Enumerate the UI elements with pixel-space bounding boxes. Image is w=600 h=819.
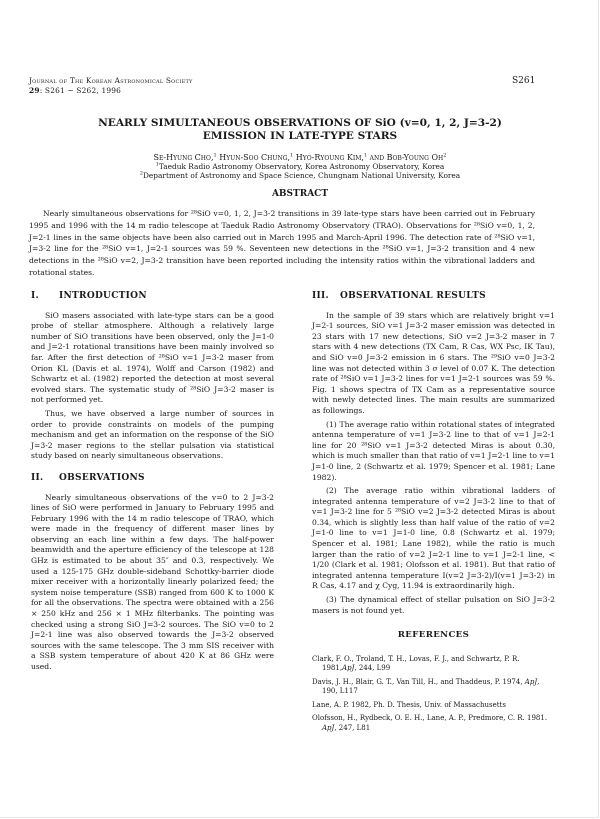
reference-item	[312, 701, 555, 711]
ref-journal: ApJ	[524, 677, 538, 686]
affil-mark: 2	[139, 170, 143, 177]
affiliation-text: Department of Astronomy and Space Science, Chungnam National University, Korea	[142, 171, 461, 180]
section-number: III.	[312, 291, 329, 301]
ref-text: , 190, L117	[322, 677, 540, 696]
affiliation-text: Taeduk Radio Astronomy Observatory, Korea Astronomy Observatory, Korea	[158, 162, 445, 171]
right-column	[312, 291, 555, 737]
journal-name: Journal of The Korean Astronomical Society	[29, 76, 193, 85]
affil-mark: 1	[155, 161, 159, 168]
author-3: Hyo-Ryoung Kim,	[295, 153, 364, 162]
journal-volume	[29, 86, 193, 96]
section-heading-results	[312, 291, 555, 302]
abstract-heading: ABSTRACT	[271, 189, 329, 199]
ref-text: Clark, F. O., Troland, T. H., Lovas, F. J., and Schwartz, P. R. 1981,	[312, 654, 520, 673]
intro-paragraph-2: Thus, we have observed a large number of sources in order to provide constraints on models of the pumping mechanism and get an information on the response of the SiO J=3-2 maser regions to the stellar pulsation via statistical study based on nearly simultaneous observations.	[31, 408, 274, 461]
paper-title	[40, 117, 560, 143]
author-1: Se-Hyung Cho,	[153, 153, 214, 162]
affiliation-2	[40, 171, 560, 180]
reference-item	[312, 714, 555, 733]
reference-item	[312, 655, 555, 674]
affil-mark: 1	[363, 152, 368, 159]
ref-journal: ApJ	[322, 723, 335, 732]
section-heading-introduction	[31, 291, 274, 302]
page-number: S261	[512, 76, 536, 86]
results-paragraph-1: In the sample of 39 stars which are relatively bright v=1 J=2-1 sources, SiO v=1 J=3-2 maser emission was detected in 23 stars with 17 new detections, SiO v=2 J=3-2 maser in 7 stars with 4 new detections (TX Cam, R Cas, WX Psc, IK Tau), and SiO v=0 J=3-2 emission in 6 stars. The ²⁹SiO v=0 J=3-2 line was not detected within 3 σ level of 0.07 K. The detection rate of ²⁸SiO v=1 J=3-2 lines for v=1 J=2-1 sources was 59 %. Fig. 1 shows spectra of TX Cam as a representative source with newly detected lines. The main results are summarized as followings.	[312, 310, 555, 415]
results-paragraph-2: (1) The average ratio within rotational states of integrated antenna temperature of v=1 J=3-2 line to that of v=1 J=2-1 line for 20 ²⁸SiO v=1 J=3-2 detected Miras is about 0.30, which is much smaller than that ratio of v=1 J=2-1 line to v=1 J=1-0 line, 2 (Schwartz et al. 1979; Spencer et al. 1981; Lane 1982).	[312, 419, 555, 482]
title-line-2: EMISSION IN LATE-TYPE STARS	[202, 130, 398, 142]
ref-text: Olofsson, H., Rydbeck, O. E. H., Lane, A. P., Predmore, C. R. 1981.	[312, 714, 548, 723]
results-paragraph-4: (3) The dynamical effect of stellar pulsation on SiO J=3-2 masers is not found yet.	[312, 595, 555, 615]
affiliation-1	[40, 162, 560, 171]
journal-header	[29, 76, 193, 96]
author-block	[40, 153, 560, 180]
affil-mark: 2	[443, 152, 447, 159]
ref-text: , 244, L99	[354, 664, 391, 673]
author-names	[40, 153, 560, 162]
section-title: INTRODUCTION	[59, 291, 147, 301]
section-number: I.	[31, 291, 39, 301]
abstract-text: Nearly simultaneous observations for ²⁸SiO v=0, 1, 2, J=3-2 transitions in 39 late-type stars have been carried out in February 1995 and 1996 with the 14 m radio telescope at Taeduk Radio Astronomy Observatory (TRAO). Observations for ²⁸SiO v=0, 1, 2, J=2-1 lines in the same objects have been also carried out in March 1995 and March-April 1996. The detection rate of ²⁸SiO v=1, J=3-2 line for the ²⁸SiO v=1, J=2-1 sources was 59 %. Seventeen new detections in the ²⁸SiO v=1, J=3-2 transition and 4 new detections in the ²⁸SiO v=2, J=3-2 transition have been reported including the intensity ratios within the vibrational ladders and rotational states.	[29, 209, 535, 277]
affil-mark: 1	[290, 152, 294, 159]
volume-number: 29	[29, 86, 40, 95]
affil-mark: 1	[213, 152, 217, 159]
results-paragraph-3: (2) The average ratio within vibrational ladders of integrated antenna temperature of v=2 J=3-2 line to that of v=1 J=3-2 line for 5 ²⁸SiO v=2 J=3-2 detected Miras is about 0.34, which is slightly less than half value of the ratio of v=2 J=1-0 line to v=1 J=1-0 line, 0.8 (Schwartz et al. 1979; Spencer et al. 1981; Lane 1982), while the ratio is much larger than the ratio of v=2 J=2-1 line to v=1 J=2-1 line, < 1/20 (Clark et al. 1981; Olofsson et al. 1981). But that ratio of integrated antenna temperature I(v=2 J=3-2)/I(v=1 J=3-2) in R Cas, 4.17 and χ Cyg, 11.94 is extraordinarily high.	[312, 486, 555, 591]
ref-text: , 247, L81	[334, 723, 371, 732]
intro-paragraph-1: SiO masers associated with late-type stars can be a good probe of stellar atmosphere. Although a relatively large number of SiO transitions have been observed, only the J=1-0 and J=2-1 rotational transitions have been mainly involved so far. After the first detection of ²⁸SiO v=1 J=3-2 maser from Orion KL (Davis et al. 1974), Wolff and Carson (1982) and Schwartz et al. (1982) reported the detection at most several evolved stars. The systematic study of ²⁸SiO J=3-2 maser is not performed yet.	[31, 310, 274, 405]
pages-year: : S261 ~ S262, 1996	[39, 86, 122, 95]
section-title: OBSERVATIONAL RESULTS	[340, 291, 486, 301]
section-heading-observations	[31, 473, 274, 484]
author-and: and	[369, 153, 385, 162]
references-heading: REFERENCES	[397, 630, 470, 641]
author-4: Bob-Young Oh	[386, 153, 444, 162]
ref-text: Lane, A. P. 1982, Ph. D. Thesis, Univ. of Massachusetts	[312, 700, 506, 709]
title-line-1: NEARLY SIMULTANEOUS OBSERVATIONS OF SiO (v=0, 1, 2, J=3-2)	[98, 117, 502, 129]
section-number: II.	[31, 472, 44, 483]
ref-journal: ApJ	[342, 664, 355, 673]
section-title: OBSERVATIONS	[59, 472, 145, 483]
reference-item	[312, 678, 555, 697]
observations-paragraph-1: Nearly simultaneous observations of the v=0 to 2 J=3-2 lines of SiO were performed in January to February 1995 and February 1996 with the 14 m radio telescope of TRAO, which were made in the frequency of different maser lines by observing an each line within a few days. The half-power beamwidth and the aperture efficiency of the telescope at 128 GHz is estimated to be about 35″ and 0.3, respectively. We used a 125-175 GHz double-sideband Schottky-barrier diode mixer receiver with a horizontally linearly polarized feed; the system noise temperature (SSB) ranged from 600 K to 1000 K for all the observations. The spectra were obtained with a 256 × 250 kHz and 256 × 1 MHz filterbanks. The pointing was checked using a strong SiO J=3-2 sources. The SiO v=0 to 2 J=2-1 line was also observed towards the J=3-2 observed sources with the same telescope. The 3 mm SIS receiver with a SSB system temperature of about 420 K at 86 GHz were used.	[31, 492, 274, 671]
left-column	[31, 291, 274, 676]
ref-text: Davis, J. H., Blair, G. T., Van Till, H., and Thaddeus, P. 1974,	[312, 677, 525, 686]
author-2: Hyun-Soo Chung,	[219, 153, 291, 162]
